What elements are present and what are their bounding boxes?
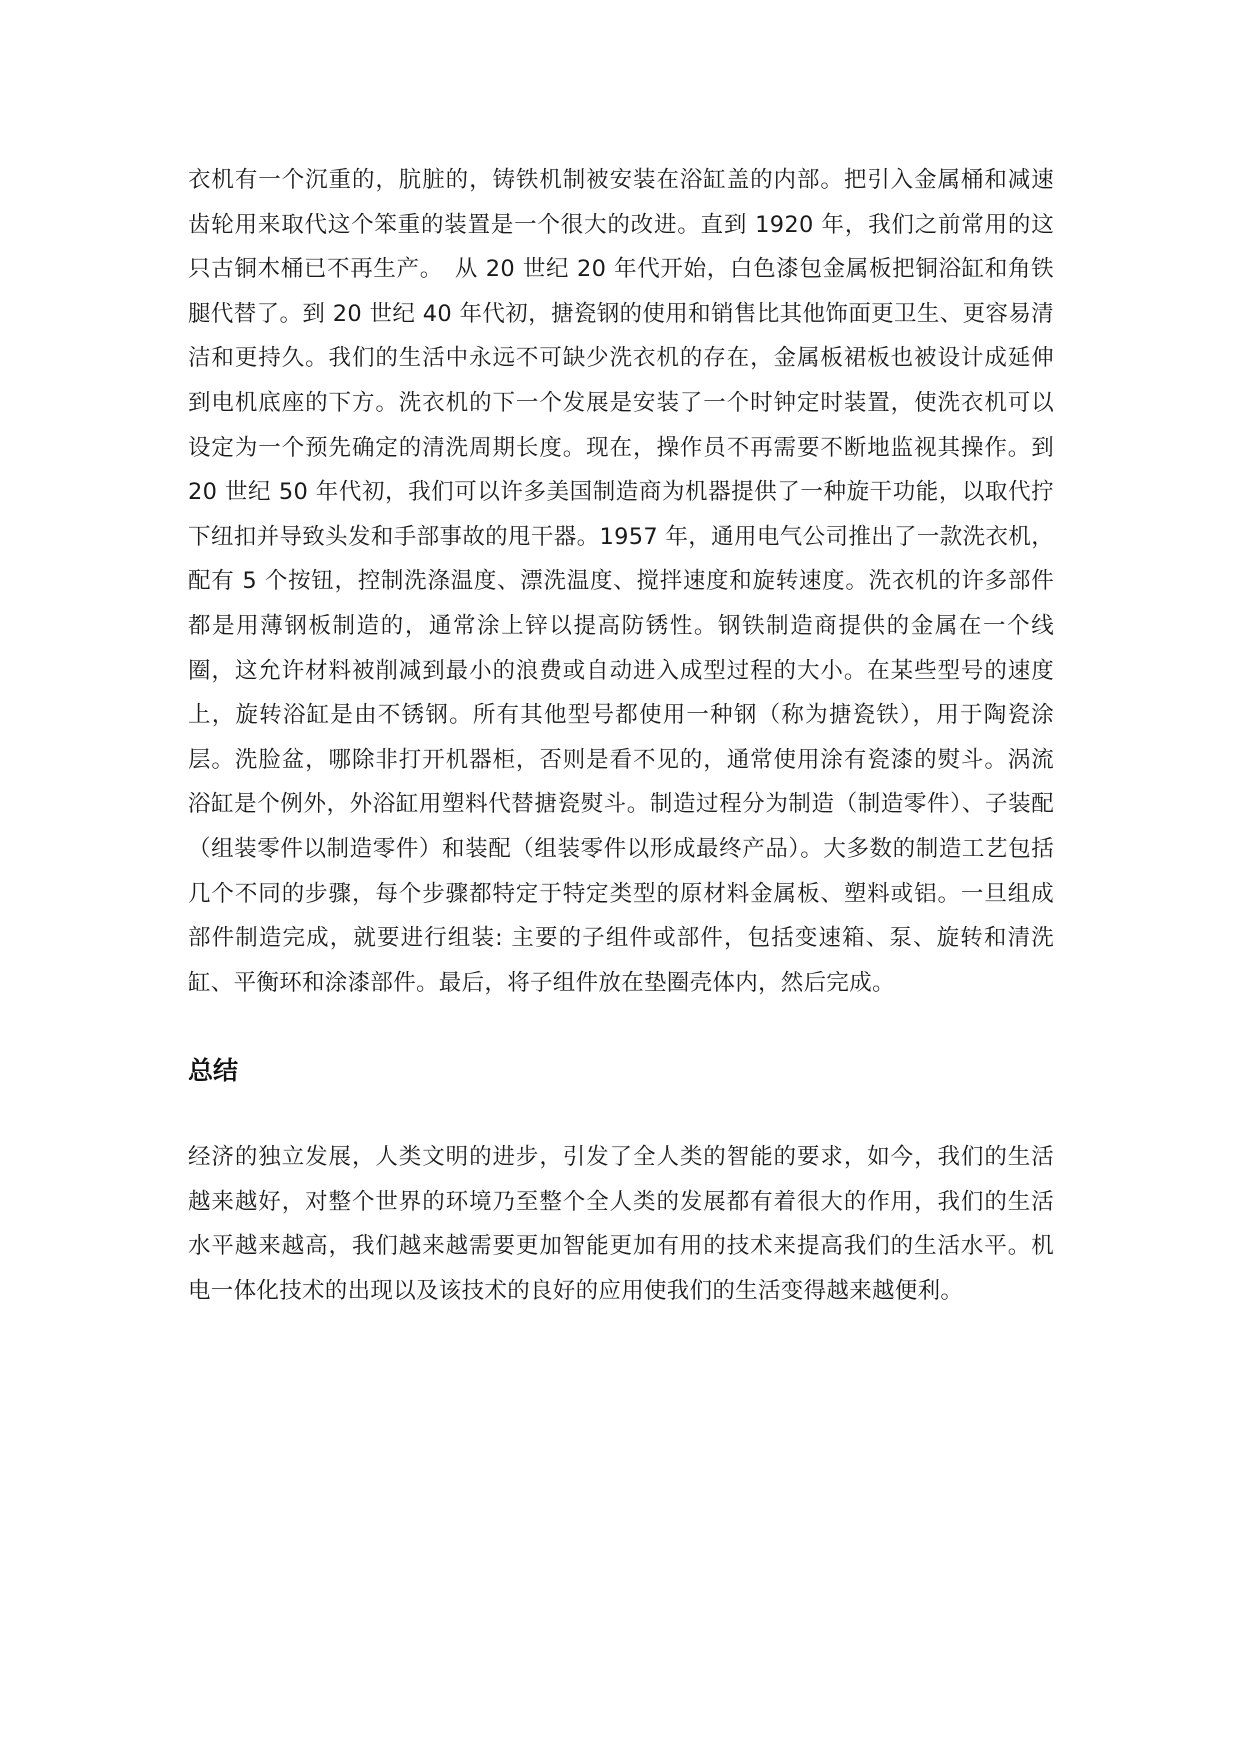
document-body [188, 158, 1054, 1314]
body-paragraph: 衣机有一个沉重的，肮脏的，铸铁机制被安装在浴缸盖的内部。把引入金属桶和减速齿轮用来取代这个笨重的装置是一个很大的改进。直到 1920 年，我们之前常用的这只古铜木桶已不再生产。 从 20 世纪 20 年代开始，白色漆包金属板把铜浴缸和角铁腿代替了。到 20 世纪 40 年代初，搪瓷钢的使用和销售比其他饰面更卫生、更容易清洁和更持久。我们的生活中永远不可缺少洗衣机的存在，金属板裙板也被设计成延伸到电机底座的下方。洗衣机的下一个发展是安装了一个时钟定时装置，使洗衣机可以设定为一个预先确定的清洗周期长度。现在，操作员不再需要不断地监视其操作。到 20 世纪 50 年代初，我们可以许多美国制造商为机器提供了一种旋干功能，以取代拧下纽扣并导致头发和手部事故的甩干器。1957 年，通用电气公司推出了一款洗衣机，配有 5 个按钮，控制洗涤温度、漂洗温度、搅拌速度和旋转速度。洗衣机的许多部件都是用薄钢板制造的，通常涂上锌以提高防锈性。钢铁制造商提供的金属在一个线圈，这允许材料被削减到最小的浪费或自动进入成型过程的大小。在某些型号的速度上，旋转浴缸是由不锈钢。所有其他型号都使用一种钢（称为搪瓷铁），用于陶瓷涂层。洗脸盆，哪除非打开机器柜，否则是看不见的，通常使用涂有瓷漆的熨斗。涡流浴缸是个例外，外浴缸用塑料代替搪瓷熨斗。制造过程分为制造（制造零件）、子装配（组装零件以制造零件）和装配（组装零件以形成最终产品）。大多数的制造工艺包括几个不同的步骤，每个步骤都特定于特定类型的原材料金属板、塑料或铝。一旦组成部件制造完成，就要进行组装: 主要的子组件或部件，包括变速箱、泵、旋转和清洗缸、平衡环和涂漆部件。最后，将子组件放在垫圈壳体内，然后完成。 [188, 167, 1054, 996]
summary-paragraph: 经济的独立发展，人类文明的进步，引发了全人类的智能的要求，如今，我们的生活越来越好，对整个世界的环境乃至整个全人类的发展都有着很大的作用，我们的生活水平越来越高，我们越来越需要更加智能更加有用的技术来提高我们的生活水平。机电一体化技术的出现以及该技术的良好的应用使我们的生活变得越来越便利。 [188, 1144, 1054, 1305]
section-heading: 总结 [188, 1056, 239, 1086]
